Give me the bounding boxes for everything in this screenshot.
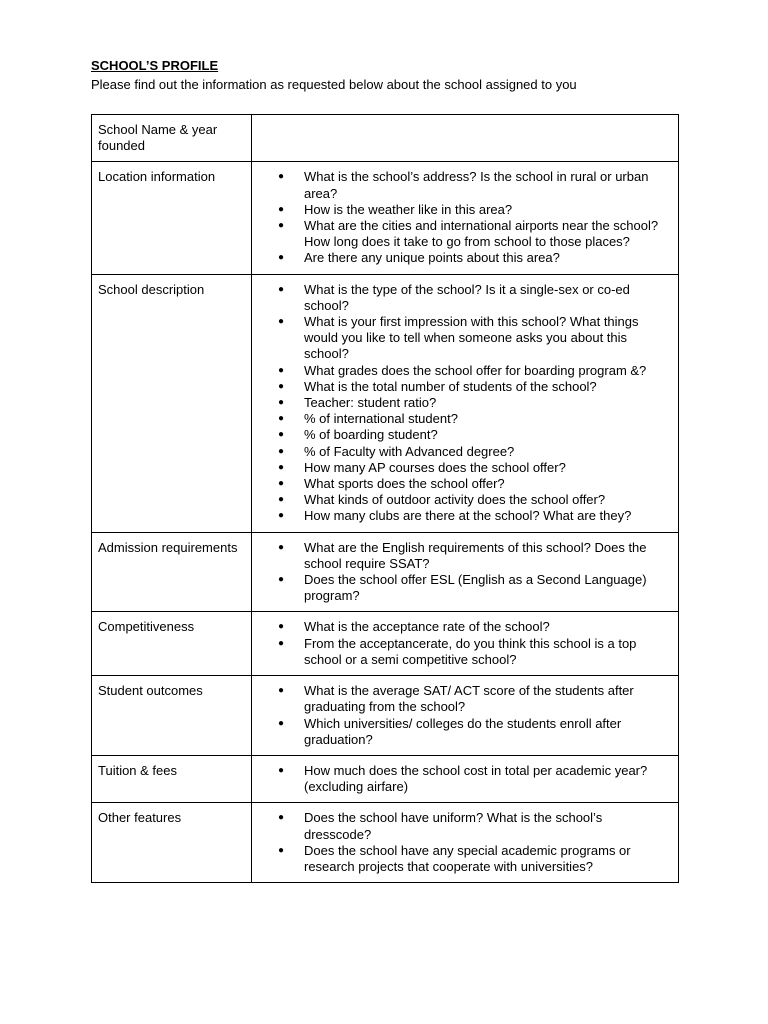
- question-text: % of boarding student?: [304, 427, 438, 443]
- question-text: % of international student?: [304, 411, 458, 427]
- list-item: [278, 810, 670, 842]
- bullet-icon: ●: [278, 413, 285, 425]
- list-item: [278, 282, 670, 314]
- question-text: How many clubs are there at the school? What are they?: [304, 508, 632, 524]
- list-item: [278, 508, 670, 524]
- list-item: [278, 843, 670, 875]
- list-item: [278, 314, 670, 363]
- row-questions: [252, 162, 679, 274]
- row-questions: [252, 755, 679, 802]
- bullet-icon: ●: [278, 316, 285, 328]
- row-label: School description: [92, 274, 252, 532]
- question-list: [278, 619, 670, 668]
- bullet-icon: ●: [278, 203, 285, 215]
- bullet-icon: ●: [278, 220, 285, 232]
- bullet-icon: ●: [278, 685, 285, 697]
- school-profile-table-body: [92, 115, 679, 883]
- list-item: [278, 395, 670, 411]
- row-label: Other features: [92, 803, 252, 883]
- question-text: What is the total number of students of the school?: [304, 378, 597, 394]
- row-questions: [252, 532, 679, 612]
- list-item: [278, 202, 670, 218]
- bullet-icon: ●: [278, 445, 285, 457]
- bullet-icon: ●: [278, 812, 285, 824]
- table-row: [92, 803, 679, 883]
- row-label: Tuition & fees: [92, 755, 252, 802]
- question-list: [278, 169, 670, 266]
- question-text: From the acceptancerate, do you think this school is a top school or a semi competitive school?: [304, 635, 637, 667]
- bullet-icon: ●: [278, 637, 285, 649]
- question-list: [278, 282, 670, 525]
- list-item: [278, 250, 670, 266]
- bullet-icon: ●: [278, 283, 285, 295]
- question-text: What is the school’s address? Is the school in rural or urban area?: [304, 169, 649, 201]
- row-questions: [252, 803, 679, 883]
- list-item: [278, 492, 670, 508]
- question-text: Does the school offer ESL (English as a Second Language) program?: [304, 572, 647, 604]
- list-item: [278, 218, 670, 250]
- question-text: What is your first impression with this school? What things would you like to tell when someone asks you about this school?: [304, 314, 639, 362]
- bullet-icon: ●: [278, 478, 285, 490]
- bullet-icon: ●: [278, 844, 285, 856]
- bullet-icon: ●: [278, 461, 285, 473]
- row-questions: [252, 274, 679, 532]
- bullet-icon: ●: [278, 541, 285, 553]
- table-row: [92, 612, 679, 676]
- list-item: [278, 411, 670, 427]
- list-item: [278, 379, 670, 395]
- question-text: How many AP courses does the school offer?: [304, 459, 566, 475]
- page-instructions: Please find out the information as requested below about the school assigned to you: [91, 77, 577, 92]
- table-row: [92, 676, 679, 756]
- bullet-icon: ●: [278, 252, 285, 264]
- bullet-icon: ●: [278, 380, 285, 392]
- row-questions: [252, 115, 679, 162]
- row-questions: [252, 612, 679, 676]
- list-item: [278, 619, 670, 635]
- list-item: [278, 444, 670, 460]
- question-text: What are the English requirements of this school? Does the school require SSAT?: [304, 539, 647, 571]
- question-text: What sports does the school offer?: [304, 476, 505, 492]
- row-label: Admission requirements: [92, 532, 252, 612]
- row-questions: [252, 676, 679, 756]
- list-item: [278, 636, 670, 668]
- question-text: What are the cities and international airports near the school? How long does it take to go from school to those places?: [304, 218, 659, 250]
- table-row: [92, 532, 679, 612]
- question-text: What kinds of outdoor activity does the school offer?: [304, 492, 606, 508]
- document-page: [91, 58, 679, 874]
- list-item: [278, 763, 670, 795]
- bullet-icon: ●: [278, 510, 285, 522]
- bullet-icon: ●: [278, 364, 285, 376]
- question-list: [278, 810, 670, 875]
- question-text: Which universities/ colleges do the students enroll after graduation?: [304, 715, 622, 747]
- row-label: Student outcomes: [92, 676, 252, 756]
- bullet-icon: ●: [278, 397, 285, 409]
- bullet-icon: ●: [278, 764, 285, 776]
- bullet-icon: ●: [278, 621, 285, 633]
- list-item: [278, 169, 670, 201]
- school-profile-table: [91, 114, 679, 883]
- bullet-icon: ●: [278, 494, 285, 506]
- question-text: What is the type of the school? Is it a single-sex or co-ed school?: [304, 281, 630, 313]
- bullet-icon: ●: [278, 717, 285, 729]
- list-item: [278, 460, 670, 476]
- question-text: What grades does the school offer for boarding program &?: [304, 362, 647, 378]
- question-list: [278, 540, 670, 605]
- list-item: [278, 540, 670, 572]
- bullet-icon: ●: [278, 171, 285, 183]
- table-row: [92, 162, 679, 274]
- bullet-icon: ●: [278, 574, 285, 586]
- row-label: School Name & year founded: [92, 115, 252, 162]
- list-item: [278, 476, 670, 492]
- bullet-icon: ●: [278, 429, 285, 441]
- question-text: % of Faculty with Advanced degree?: [304, 443, 515, 459]
- question-text: Does the school have any special academic programs or research projects that cooperate with universities?: [304, 842, 631, 874]
- table-row: [92, 115, 679, 162]
- list-item: [278, 572, 670, 604]
- list-item: [278, 363, 670, 379]
- list-item: [278, 716, 670, 748]
- question-text: How is the weather like in this area?: [304, 201, 513, 217]
- list-item: [278, 427, 670, 443]
- question-text: How much does the school cost in total per academic year? (excluding airfare): [304, 762, 648, 795]
- page-title: SCHOOL’S PROFILE: [91, 58, 219, 73]
- table-row: [92, 755, 679, 802]
- question-list: [278, 683, 670, 748]
- table-row: [92, 274, 679, 532]
- list-item: [278, 683, 670, 715]
- question-text: Teacher: student ratio?: [304, 395, 437, 411]
- row-label: Location information: [92, 162, 252, 274]
- row-label: Competitiveness: [92, 612, 252, 676]
- question-text: What is the acceptance rate of the school?: [304, 619, 550, 635]
- question-text: What is the average SAT/ ACT score of the students after graduating from the school?: [304, 683, 634, 715]
- question-text: Are there any unique points about this area?: [304, 250, 560, 266]
- question-text: Does the school have uniform? What is the school’s dresscode?: [304, 810, 603, 842]
- question-list: [278, 763, 670, 795]
